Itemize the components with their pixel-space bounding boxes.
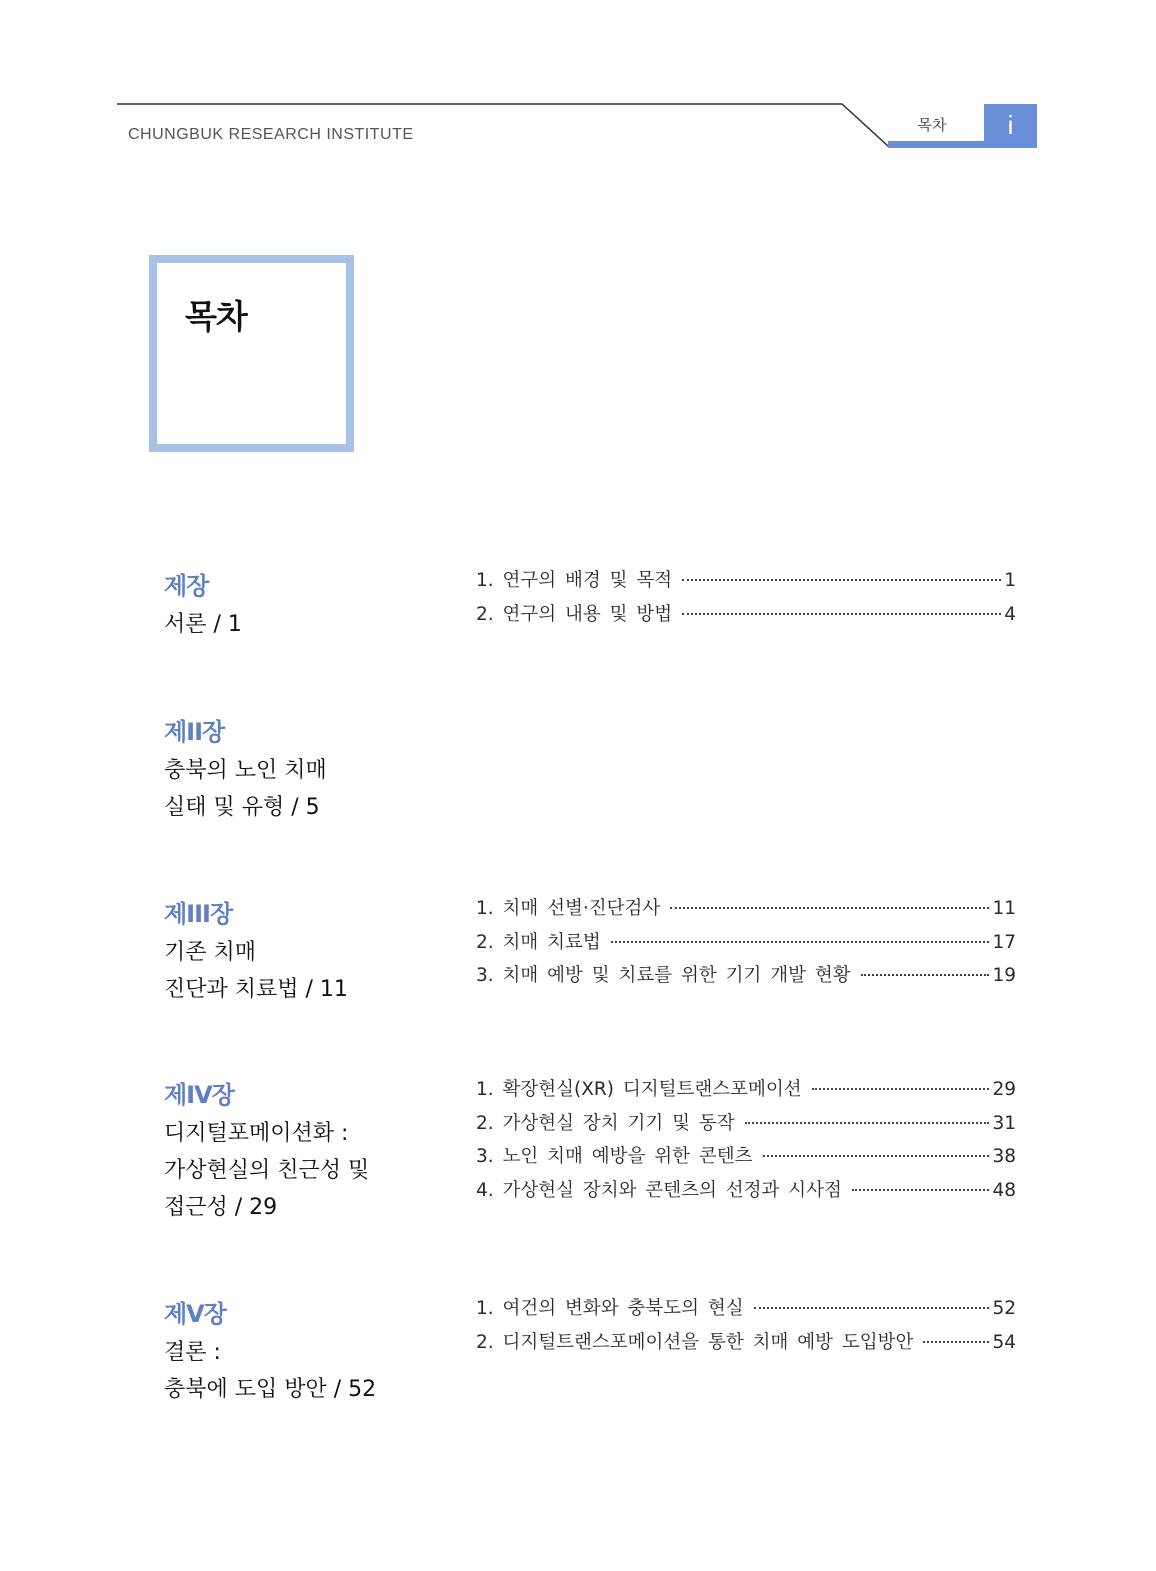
chapter-title: [164, 1115, 369, 1226]
toc-entry[interactable]: [476, 961, 1016, 995]
toc-entry[interactable]: [476, 1142, 1016, 1176]
chapter-title-line: 디지털포메이션화 :: [164, 1121, 349, 1146]
chapter-title-line: 접근성 / 29: [164, 1195, 278, 1220]
toc-entry-page: 48: [992, 1179, 1016, 1201]
toc-entry-page: 29: [992, 1079, 1016, 1100]
toc-entry-label: 2. 치매 치료법: [476, 931, 601, 953]
toc-entry[interactable]: [476, 1328, 1016, 1362]
chapter-number: 제II장: [164, 718, 225, 746]
chapter-title: [164, 606, 242, 643]
toc-entry[interactable]: [476, 1176, 1016, 1210]
title-frame: [149, 255, 354, 452]
dot-leader: [852, 1188, 990, 1191]
toc-entry-page: 17: [992, 931, 1016, 953]
toc-entry-label: 1. 치매 선별·진단검사: [476, 898, 661, 919]
chapter-number: 제III장: [164, 900, 233, 928]
chapter-title-line: 충북의 노인 치매: [164, 758, 327, 783]
toc-entry-label: 1. 여건의 변화와 충북도의 현실: [476, 1298, 744, 1319]
toc-entry[interactable]: [476, 1075, 1016, 1109]
chapter-number: 제V장: [164, 1300, 226, 1328]
toc-list: [476, 566, 1016, 633]
dot-leader: [611, 940, 990, 943]
dot-leader: [812, 1087, 990, 1090]
chapter-number: 제IV장: [164, 1081, 234, 1109]
institute-name: CHUNGBUK RESEARCH INSTITUTE: [128, 126, 414, 143]
dot-leader: [763, 1154, 990, 1157]
dot-leader: [861, 973, 990, 976]
page-number-badge: i: [984, 104, 1037, 148]
toc-entry-page: 1: [1004, 570, 1016, 591]
page-title: 목차: [185, 297, 247, 336]
toc-entry-label: 2. 연구의 내용 및 방법: [476, 603, 673, 625]
toc-entry[interactable]: [476, 566, 1016, 600]
toc-entry[interactable]: [476, 928, 1016, 962]
chapter-title: [164, 934, 348, 1008]
header-section-label: 목차: [917, 116, 947, 134]
toc-entry-label: 2. 디지털트랜스포메이션을 통한 치매 예방 도입방안: [476, 1331, 914, 1353]
toc-entry-page: 4: [1004, 603, 1016, 625]
chapter-title: [164, 752, 327, 826]
toc-list: [476, 894, 1016, 995]
dot-leader: [754, 1306, 990, 1309]
toc-entry-label: 1. 연구의 배경 및 목적: [476, 570, 673, 591]
toc-entry[interactable]: [476, 1294, 1016, 1328]
dot-leader: [670, 906, 989, 909]
chapter-number: 제장: [164, 572, 209, 600]
toc-entry-label: 2. 가상현실 장치 기기 및 동작: [476, 1112, 735, 1134]
toc-entry[interactable]: [476, 1109, 1016, 1143]
chapter-title: [164, 1334, 376, 1408]
chapter-title-line: 실태 및 유형 / 5: [164, 795, 320, 820]
chapter-title-line: 기존 치매: [164, 940, 257, 965]
dot-leader: [923, 1340, 989, 1343]
chapter-title-line: 진단과 치료법 / 11: [164, 977, 348, 1002]
dot-leader: [682, 578, 1001, 581]
toc-entry-label: 3. 치매 예방 및 치료를 위한 기기 개발 현황: [476, 965, 851, 986]
toc-entry-label: 4. 가상현실 장치와 콘텐츠의 선정과 시사점: [476, 1179, 842, 1201]
chapter-title-line: 가상현실의 친근성 및: [164, 1158, 370, 1183]
chapter-title-line: 충북에 도입 방안 / 52: [164, 1377, 377, 1402]
chapter-title-line: 결론 :: [164, 1340, 221, 1365]
dot-leader: [682, 612, 1001, 615]
toc-entry-page: 19: [992, 965, 1016, 986]
toc-entry-page: 38: [992, 1146, 1016, 1167]
toc-entry-page: 11: [992, 898, 1016, 919]
toc-entry[interactable]: [476, 894, 1016, 928]
toc-entry[interactable]: [476, 600, 1016, 634]
toc-list: [476, 1294, 1016, 1361]
toc-entry-label: 3. 노인 치매 예방을 위한 콘텐츠: [476, 1146, 753, 1167]
toc-entry-page: 54: [992, 1331, 1016, 1353]
toc-list: [476, 1075, 1016, 1209]
dot-leader: [745, 1121, 990, 1124]
toc-entry-label: 1. 확장현실(XR) 디지털트랜스포메이션: [476, 1079, 802, 1100]
toc-entry-page: 31: [992, 1112, 1016, 1134]
chapter-title-line: 서론 / 1: [164, 612, 242, 637]
toc-entry-page: 52: [992, 1298, 1016, 1319]
